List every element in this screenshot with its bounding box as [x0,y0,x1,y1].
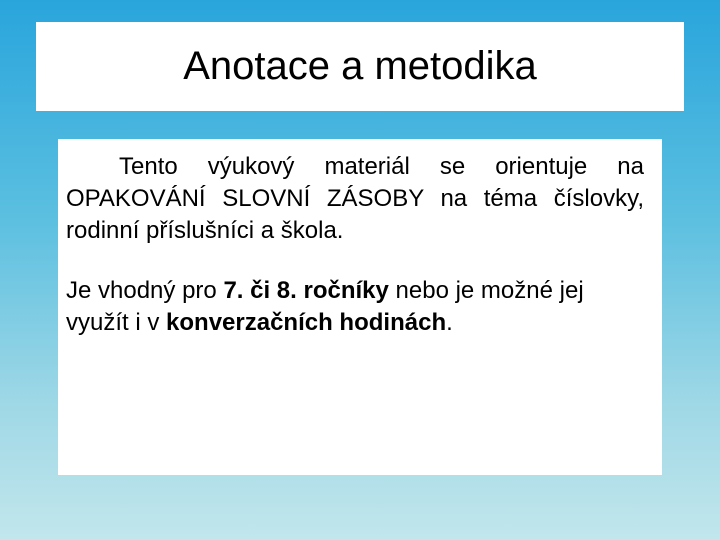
grade-levels: 7. či 8. ročníky [223,277,389,304]
conversation-classes: konverzačních hodinách [166,309,447,336]
methodology-text-3: . [446,309,453,336]
methodology-text-2: nebo je možné jej využít i v [66,277,584,336]
title-box [36,22,684,111]
paragraph-methodology [66,275,644,339]
paragraph-annotation: Tento výukový materiál se orientuje na OPAKOVÁNÍ SLOVNÍ ZÁSOBY na téma číslovky, rodinní příslušníci a škola. [66,153,644,244]
content-box [58,139,662,475]
methodology-text-1: Je vhodný pro [66,277,224,304]
slide-title: Anotace a metodika [183,44,537,88]
